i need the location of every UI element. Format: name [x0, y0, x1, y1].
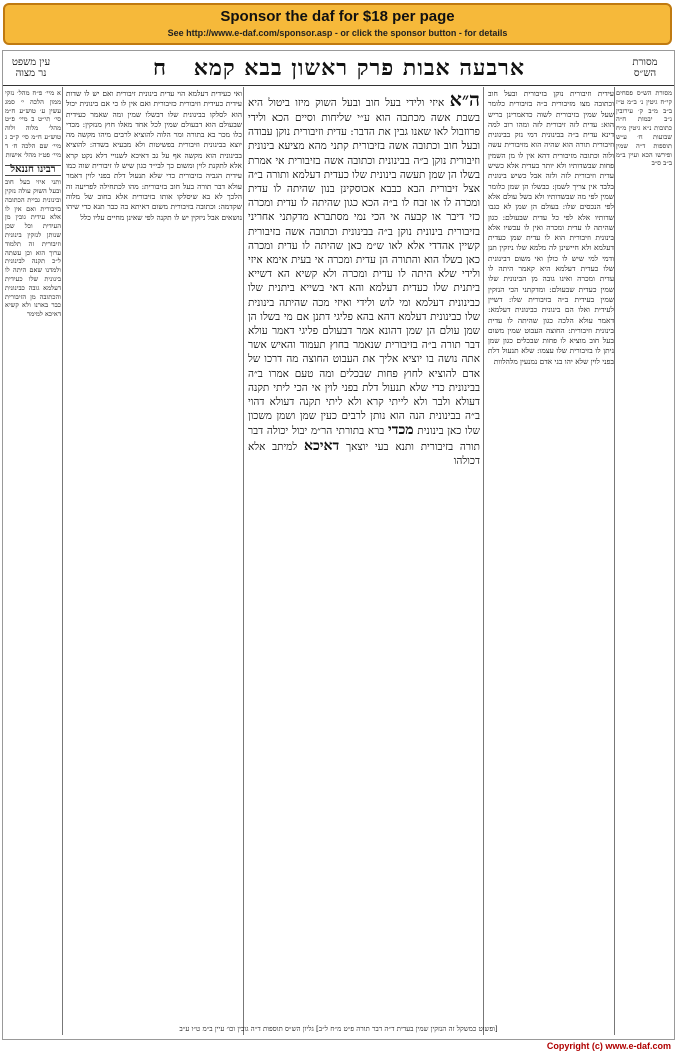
column-divider	[614, 87, 615, 1035]
rashi-text: עידית וזיבורית נוקן בזיבורית ובעל חוב וכתובה מצו מזיבורית ב״ה בזיבורית כלומר שעל שמין בזיבורית לשוה כדאמרינן בריש הוא: עדית לזה זיבורית לזה ומהו רוב למה דינא עדית ב״ה בבינונית דמי נזק בבינונית וזיבורית תורה הוא שהיה הוא מזיבורית עשה ולוה וכתובה מזיבורית דהא אין לו מן השמין פחות שבשדותיו ולא יותר בעדית אלא כשיש עדית וזיבורית לזה ולזה אבל כשיש בינונית בלבד אין צריך לשמן: כבשלו הן שמן כלומר שמין לפי מה שבשדותיו ולא בשל עולם אלא לפי הנכסים שלו: בעולם הן שמן לא כגבו שדותיו אלא לפי כל עדית שבעולם: כגון שהיתה לו עדית ומכרה ואין לו עכשיו אלא בינונית וזיבורית הוא לו עדית שמן כעדית דעלמא ולא חיישינן לה מלמא שלו ניזקין תנן ודמי למי שיש לו כולן ואי משום דבינונית שלו כעדית דעלמא היא קאמר היתה לו עדית ומכרה ואינו גובה מן הבינונית שלו שמין כעדית שבעולם: ומדקתני הכי הנזקין שמין בעידית ב״ה בזיבורית שלו: דשיין לעידית ואלו הם בינונית כבינונית דעלמא: דאמר עולא הלכה כגון שהיתה לו עדית בינונית וזיבורית: החוצה העבוט שמין משום בעל חוב מוציא לו פחות שבכלים כגון שמן ניתן לו בזיבורית שלו עצמו: שלא תנעול דלת בפני לוין שלא יהו בני אדם נמנעין מלהלוות	[488, 89, 614, 366]
header-divider	[3, 85, 674, 86]
sponsor-subtitle[interactable]: See http://www.e-daf.com/sponsor.asp - or click the sponsor button - for details	[167, 28, 508, 38]
gemara-section-text: ברא בתורתי הר״מ יבול יכולה דבר תורה בזיבורית ותנא בעי יוצאך	[248, 425, 480, 453]
copyright-link[interactable]: Copyright (c) www.e-daf.com	[546, 1041, 671, 1051]
column-divider	[243, 87, 244, 1035]
sponsor-banner[interactable]	[3, 3, 672, 45]
rabbenu-chananel-heading: רבינו חננאל	[5, 165, 61, 176]
ein-mishpat-label: עין משפט נר מצוה	[11, 57, 51, 79]
gemara-opening-word: ה״א	[449, 89, 480, 111]
rabbenu-chananel-text: ותני איזי בעל חוב ובעל השוק עולה נזקין ובינונית גביית הכתובה בזיבורית ואם אין לו אלא עידית גובין מן העידית וכל שכן שנותן לנזקין בינונית וזיבורית זה תלמוד ערוך הוא וכן עשתה ל״כ תקנה לבינונית ולמדנו שאם היתה לו בינונית שלו כעידית דעלמא גובה כבינונית והכתובה מן הזיבורית כבר בארנו ולא קשיא דאיכא למימר	[5, 178, 61, 319]
masoret-text: מסורת הש״ס פסחים קי״ח גיטין נ׳ ב״מ ט״ז ב״ב מ״ב ק׳ עירובין נ״ב יבמות ח״ה כתובות נ״א גיטין מ״ח שבועות ח׳ ע״ש תוספות ד״ה שמין ופירשו הכא ועיין ב״מ ב״ב ס״ב	[616, 89, 672, 168]
talmud-page	[2, 50, 675, 1040]
gemara-text-block	[248, 89, 480, 1009]
gemara-column	[248, 89, 480, 1034]
ein-mishpat-column	[5, 89, 61, 1034]
tosafot-text: ואי כעידית דעלמא הוי עדית בינונית זיבורית ואם יש לו שדות עידית כעידית וזיבורית כזיבורית ואם אין לו כי אם בינונית יכול הוא לסלקו בבינונית שלו דבשלו שמין ומה שאמר כעידית שבעולם הוא דבעולם שמין לכל אחד מאלו חוץ מנזקין: מכדי כלו מכר בא בתורה ומר הלוה להוציא לרבים מיהו מקשה מה יוצא בבינונית וזיבורית בפשיטות ולא מבעיא בשדה: להוציא בבינונית הוא מקשה אף על גב דאיכא לשנויי דלא נקט קרא אלא לתקנת לוין ומשום כך לבי״ד כגון שיש לו זיבורית שוה כמו עידית הגביה בזיבורית כדי שלא תנעול דלת בפני לוין דאמר עולא דבר תורה בעל חוב בזיבורית: מהו לכתחילה לפריעה זה הלכך לא בא שיסלקו אותו בזיבורית אלא בחוב של מלוה שקדמה: וכתובה בזיבורית משום דאיתא בה כבר תנא כדי שיהו נושאים אבל ניזקין יש לו תקנה לפי שאינן מחיים עליו כלל	[66, 89, 242, 222]
gemara-daikha-word: דאיכא	[303, 437, 340, 454]
column-divider	[483, 87, 484, 1035]
gemara-section-word: מכדי	[388, 422, 414, 439]
page-footer: [ופשוט כמשקל זה הנזקין שמין בעדית ד״ה דבר תורה פ״ט מ״ח ל״ב] גליון הש״ס תוספות ד״ה גובין וכו׳ עיין ב״מ ט״ו ע״ב	[179, 1025, 498, 1033]
tosafot-column	[66, 89, 242, 1029]
gemara-opening-text: איזי ולידי בעל חוב ובעל השוק מיזו ביטול היא בשבת אשה מכתבה הוא ע״י שליחות וסיים הכא ולידי פרוזבול לאו שאנו גבין את הדבר:	[248, 97, 480, 139]
column-divider	[62, 87, 63, 1035]
rashi-column	[488, 89, 614, 1029]
page-header	[3, 53, 674, 85]
gemara-body: עדית וזיבורית נוקן עבודה ובעל חוב וכתובה אשה בזיבורית קתני מהא מציעא בינונית וזיבורית נוקן ב״ה בבינונית וכתובה אשה בזיבורית אי אמרת בשלו הן שמן תעשה בינונית שלו כעדית דעלמא ותורה ב״ה אצל זיבורית הבא כבבא אכוסקינן בנון שהיתה לו עדית ומכרה לו או זבח לו ב״ה הכא כגון שהיתה לו עדית ומכרה כזי דיבר או קבעה אי הכי נמי מסתברא מדקתני אחריני בזיבורית בינונית נוקן ב״ה בבינונית וכתובה אשה בזיבורית קשיין אהדדי אלא לאו ש״מ כאן שהיתה לו עדית ומכרה כאן בשלו הוא והתורה הן עדית ומכרה אי בעית אימא איזי ולידי שלא היתה לו עדית ומכרה ולא קשיא הא דשייא ביתנית שלו כעדית דעלמא והא דאי בשייא ביתנית שלו כבינונית דעלמא ומי לוש ולידי ואיזי מכה שהיתה בינונית שלו כבינונית דעלמא דהא בהא פליגי דתנן אם מי בשלו הן שמן עולם הן שמן דהונא אמר דבעולם פליגי דאמר עולא דבר תורה ב״ה בזיבורית שנאמר בחוץ תעמוד והאיש אשר אתה נושה בו יוציא אליך את העבוט החוצה מה דרכו של אדם להוציא לחוץ פחות שבכלים ומה טעם אמרו ב״ה בבינונית כדי שלא תנעול דלת בפני לוין אי הכי ליתי תקנה דעולא ולבר ולא לייתי קרא ולא ליתי תקנה דעולא דהוי ב״ה בבינונית הנה הוא נותן לרבים כעין שמן ושמן משכון שלו כאן בינונית	[248, 126, 480, 438]
gemara-daikha-text: למיתב אלא דכולהו	[248, 440, 480, 467]
masoret-label: מסורת הש״ס	[632, 57, 658, 79]
sponsor-title[interactable]: Sponsor the daf for $18 per page	[220, 8, 455, 25]
tractate-title: ארבעה אבות פרק ראשון בבא קמא	[193, 55, 525, 81]
page-title	[153, 55, 525, 81]
page-letter: ח	[153, 55, 168, 81]
ein-mishpat-text: א מיי׳ פ״ח מהל׳ נזקי ממון הלכה י׳ סמג עשין ע׳ טוש״ע ח״מ סי׳ תי״ט ב מיי׳ פ״ט מהל׳ מלוה ולוה טוש״ע ח״מ סי׳ ק״ב ג מיי׳ שם הלכה ח׳ ד מיי׳ פט״ז מהל׳ אישות	[5, 89, 61, 159]
masoret-hashas-column	[616, 89, 672, 1034]
